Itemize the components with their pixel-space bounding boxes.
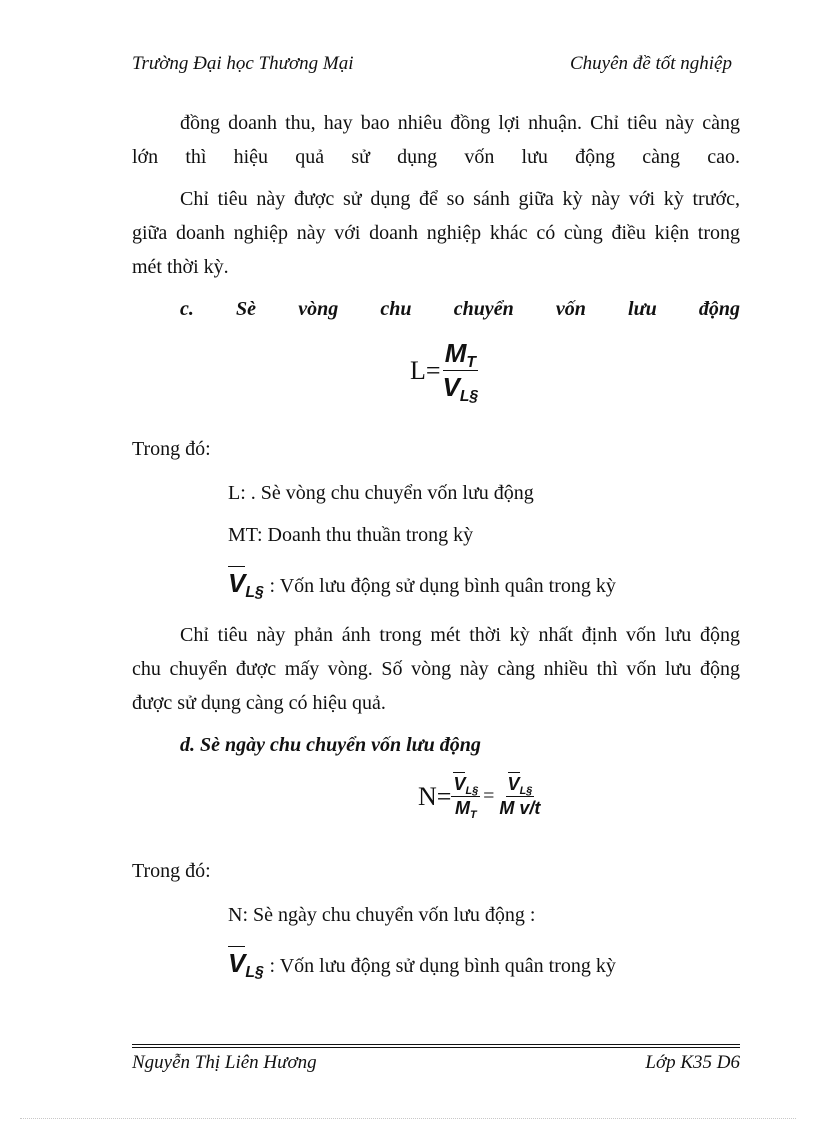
footer-class: Lớp K35 D6 bbox=[645, 1052, 740, 1073]
page-edge bbox=[20, 1118, 796, 1119]
para2-line3: mét thời kỳ. bbox=[132, 256, 229, 278]
formula-n-lhs: N= bbox=[418, 781, 452, 811]
formula-n-den2: M v/t bbox=[499, 798, 541, 818]
formula-n-num2-sub: L§ bbox=[519, 784, 533, 797]
section-d-heading: d. Sè ngày chu chuyển vốn lưu động bbox=[180, 734, 481, 756]
vlsymbol-d bbox=[228, 946, 264, 985]
para1 bbox=[132, 106, 740, 174]
vlsymbol-d-sub: L§ bbox=[245, 964, 264, 982]
formula-l-den: V bbox=[442, 372, 460, 402]
section-d-def1: N: Sè ngày chu chuyển vốn lưu động : bbox=[228, 904, 536, 926]
formula-n-frac2 bbox=[497, 774, 542, 819]
para1-line1: đồng doanh thu, hay bao nhiêu đồng lợi nhuận. Chỉ tiêu này càng bbox=[180, 112, 740, 134]
formula-l-num: M bbox=[444, 338, 467, 368]
vlsymbol-c-sub: L§ bbox=[245, 584, 264, 602]
formula-n-frac1 bbox=[451, 774, 480, 819]
formula-l-num-sub: T bbox=[466, 354, 476, 372]
formula-n-den1: M bbox=[454, 798, 470, 818]
header-title: Chuyên đề tốt nghiệp bbox=[570, 53, 732, 74]
vlsymbol-c-v: V bbox=[228, 568, 246, 598]
section-c-def3 bbox=[228, 566, 616, 605]
section-c-def3-text: : Vốn lưu động sử dụng bình quân trong kỳ bbox=[269, 574, 616, 597]
formula-n-num1: V bbox=[453, 774, 466, 794]
formula-n-den1-sub: T bbox=[469, 808, 477, 821]
para2-line1: Chỉ tiêu này được sử dụng để so sánh giữa kỳ này với kỳ trước, bbox=[180, 188, 740, 210]
section-d-def2 bbox=[228, 946, 616, 985]
section-c-def2: MT: Doanh thu thuần trong kỳ bbox=[228, 524, 474, 546]
formula-l bbox=[410, 338, 480, 406]
formula-n bbox=[418, 774, 542, 819]
section-c-def1: L: . Sè vòng chu chuyển vốn lưu động bbox=[228, 482, 534, 504]
formula-l-fraction bbox=[441, 338, 481, 406]
para1-line2: lớn thì hiệu quả sử dụng vốn lưu động càng cao. bbox=[132, 146, 740, 168]
para3 bbox=[132, 618, 740, 720]
vlsymbol-d-v: V bbox=[228, 948, 246, 978]
header-school: Trường Đại học Thương Mại bbox=[132, 53, 354, 74]
section-d-def2-text: : Vốn lưu động sử dụng bình quân trong kỳ bbox=[269, 954, 616, 977]
para3-line3: được sử dụng càng có hiệu quả. bbox=[132, 692, 386, 714]
vlsymbol-c bbox=[228, 566, 264, 605]
para3-line2: chu chuyển được mấy vòng. Số vòng này càng nhiều thì vốn lưu động bbox=[132, 658, 740, 680]
formula-n-eq: = bbox=[483, 785, 495, 807]
formula-l-lhs: L= bbox=[410, 355, 441, 385]
section-c-heading: c. Sè vòng chu chuyển vốn lưu động bbox=[180, 298, 740, 320]
para3-line1: Chỉ tiêu này phản ánh trong mét thời kỳ nhất định vốn lưu động bbox=[180, 624, 740, 646]
para2-line2: giữa doanh nghiệp này với doanh nghiệp khác có cùng điều kiện trong bbox=[132, 222, 740, 244]
para2 bbox=[132, 182, 740, 284]
footer-rule bbox=[132, 1044, 740, 1045]
section-d-where: Trong đó: bbox=[132, 860, 211, 882]
formula-n-num1-sub: L§ bbox=[465, 784, 479, 797]
formula-l-den-sub: L§ bbox=[459, 388, 479, 406]
footer-rule-2 bbox=[132, 1047, 740, 1048]
formula-n-num2: V bbox=[507, 774, 520, 794]
footer-author: Nguyễn Thị Liên Hương bbox=[132, 1052, 317, 1073]
section-c-where: Trong đó: bbox=[132, 438, 211, 460]
